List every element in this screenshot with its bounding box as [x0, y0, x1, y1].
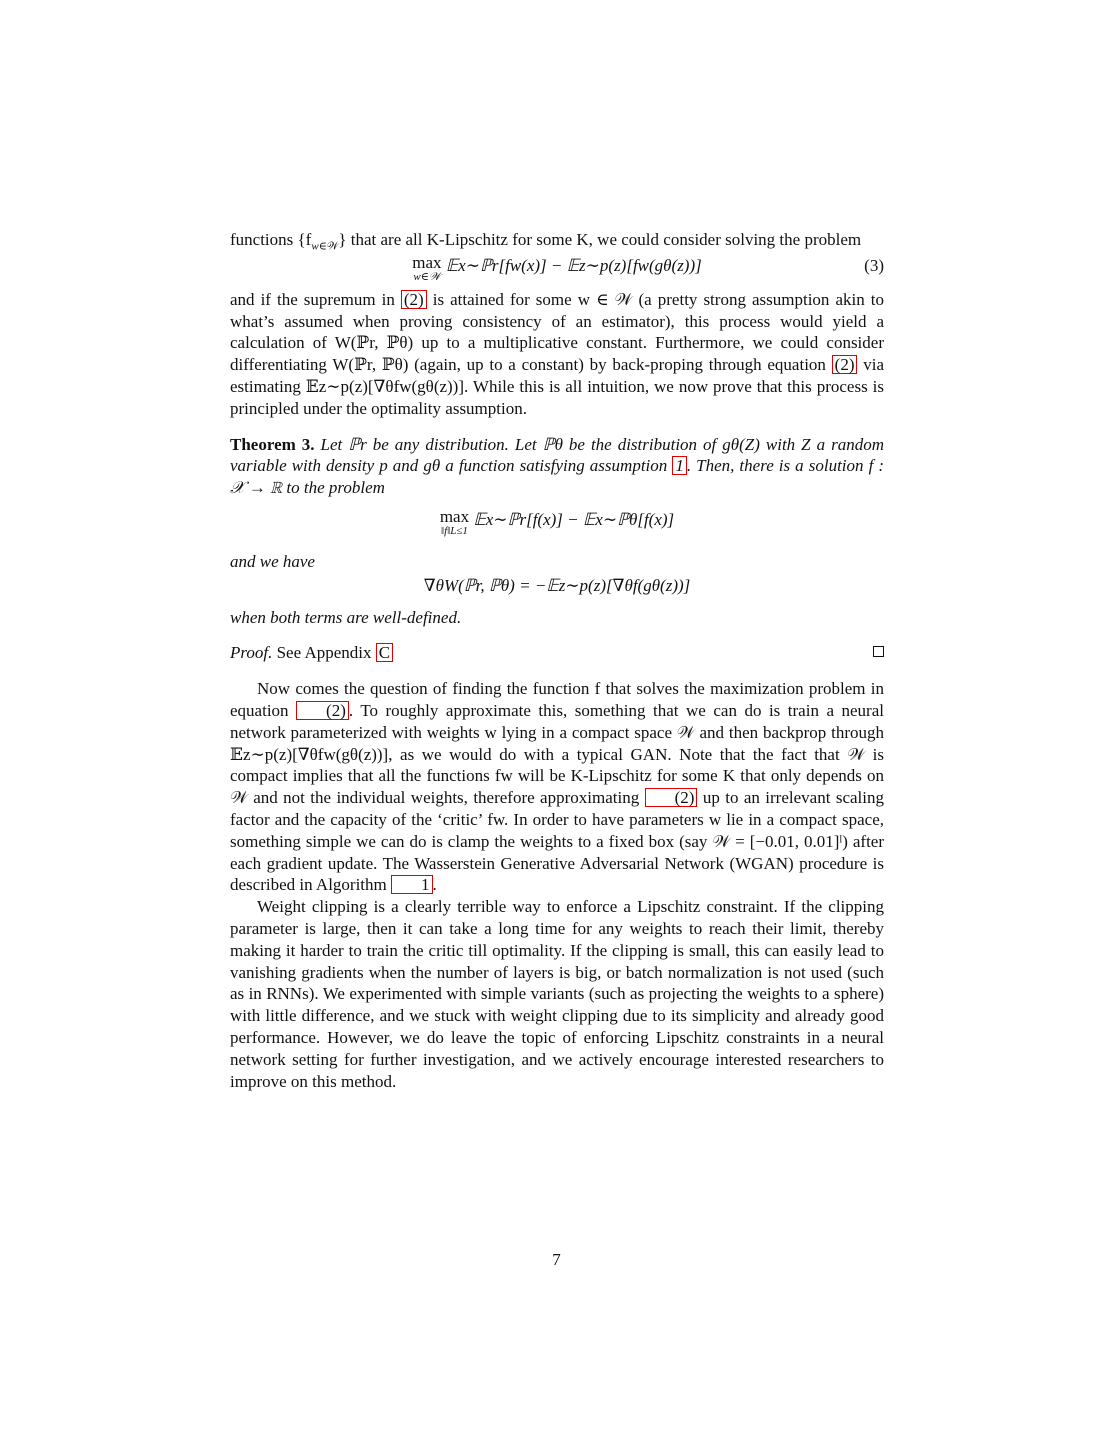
paper-page — [230, 229, 884, 1092]
theorem-eq1-body: 𝔼x∼ℙr[f(x)] − 𝔼x∼ℙθ[f(x)] — [473, 509, 675, 529]
page-number: 7 — [552, 1250, 561, 1269]
appendix-ref-c[interactable]: C — [376, 643, 393, 662]
theorem-eq2-body: ∇θW(ℙr, ℙθ) = −𝔼z∼p(z)[∇θf(gθ(z))] — [423, 575, 691, 595]
eq3-body: 𝔼x∼ℙr[fw(x)] − 𝔼z∼p(z)[fw(gθ(z))] — [445, 255, 702, 275]
intro-text-a: functions {f — [230, 230, 312, 249]
theorem-3: Theorem 3. Let ℙr be any distribution. Let ℙθ be the distribution of gθ(Z) with Z a random variable with density p and gθ a function satisfying assumption 1 . Then, there is a solution f : 𝒳 → ℝ to the problem — [230, 434, 885, 498]
paragraph-4: Weight clipping is a clearly terrible way to enforce a Lipschitz constraint. If the clipping parameter is large, then it can take a long time for any weights to reach their limit, thereby making it harder to train the critic till optimality. If the clipping is small, this can easily lead to vanishing gradients when the number of layers is big, or batch normalization is not used (such as in RNNs). We experimented with simple variants (such as projecting the weights to a sphere) with little difference, and we stuck with weight clipping due to its simplicity and already good performance. However, we do leave the topic of enforcing Lipschitz constraints in a neural network setting for further investigation, and we actively encourage interested researchers to improve on this method. — [230, 897, 884, 1091]
equation-ref-2b[interactable]: (2) — [832, 355, 858, 374]
proof-block — [230, 642, 884, 664]
proof-text: See Appendix — [272, 643, 376, 663]
theorem-eq1-operator: max ‖f‖L≤1 — [439, 506, 470, 537]
theorem-heading: Theorem 3. — [230, 434, 315, 454]
eq3-number: (3) — [864, 255, 884, 275]
paragraph-3: Now comes the question of finding the function f that solves the maximization problem in equation (2) . To roughly approximate this, something that we can do is train a neural network parameterized with weights w lying in a compact space 𝒲 and then backprop through 𝔼z∼p(z)[∇θfw(gθ(z))], as we would do with a typical GAN. Note that the fact that 𝒲 is compact implies that all the functions fw will be K-Lipschitz for some K that only depends on 𝒲 and not the individual weights, therefore approximating (2) up to an irrelevant scaling factor and the capacity of the ‘critic’ fw. In order to have parameters w lie in a compact space, something simple we can do is clamp the weights to a fixed box (say 𝒲 = [−0.01, 0.01]ˡ) after each gradient update. The Wasserstein Generative Adversarial Network (WGAN) procedure is described in Algorithm 1 . — [230, 679, 884, 895]
theorem-closing: when both terms are well-defined. — [230, 607, 462, 627]
equation-ref-2d[interactable]: (2) — [645, 788, 698, 807]
and-we-have: and we have — [230, 551, 315, 571]
algorithm-ref-1[interactable]: 1 — [391, 875, 433, 894]
paragraph-2: and if the supremum in (2) is attained for some w ∈ 𝒲 (a pretty strong assumption akin to what’s assumed when proving consistency of an estimator), this process would yield a calculation of W(ℙr, ℙθ) up to a multiplicative constant. Furthermore, we could consider differentiating W(ℙr, ℙθ) (again, up to a constant) by back-proping through equation (2) via estimating 𝔼z∼p(z)[∇θfw(gθ(z))]. While this is all intuition, we now prove that this process is principled under the optimality assumption. — [230, 289, 884, 418]
intro-text-b: } that are all K-Lipschitz for some K, we could consider solving the problem — [338, 230, 862, 249]
theorem-equation-1 — [230, 506, 884, 537]
intro-paragraph: functions $\{f_{w\in 𝒲}\}$ that are all K-Lipschitz for some K, we could consider solving the problem — [230, 230, 862, 253]
equation-ref-2c[interactable]: (2) — [296, 701, 349, 720]
proof-label: Proof. — [230, 643, 273, 663]
assumption-ref-1[interactable]: 1 — [672, 456, 687, 475]
eq3-operator: max w∈𝒲 — [412, 252, 442, 283]
qed-square-icon — [873, 646, 884, 657]
equation-3 — [230, 252, 884, 283]
equation-ref-2a[interactable]: (2) — [401, 290, 427, 309]
theorem-equation-2 — [230, 575, 884, 597]
